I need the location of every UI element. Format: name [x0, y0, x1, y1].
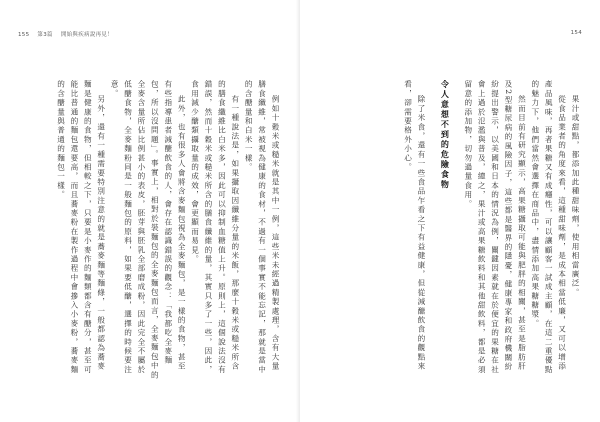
paragraph: 此外，也有很多人會將含麥麵包視為全麥麵包，是一樣的食物，甚至有些指導患者減醣飲食的人，會存在認識錯誤的觀念：「我都吃全麥麵包，所以沒問題」。事實上，相對於裝麵包的全麥麵包而言，全麥麵包中的全麥含量所佔比例甚小的表皮，胚芽與胚乳全部磨成粉，因此完全不屬於低醣食物，全麥麵粉同是一般麵包的原料，如果要低醣，選擇的時候要注意。 — [110, 80, 187, 380]
right-page-number: 154 — [570, 30, 582, 36]
paragraph: 另外，還有一種需要特別注意的就是蕎麥麵等麵條，一般都認為蕎麥麵是健康的食物，但相較之下，只要是小麥作的麵類都含有醣分，甚至可能比普通的麵包還要高，而且蕎麥粉在製作過程中會摻入小麥粉，蕎麥麵的含醣量與普通的麵包一樣。 — [56, 80, 106, 375]
left-running-header — [18, 30, 113, 38]
left-page-number: 155 — [18, 32, 30, 38]
paragraph: 例如十穀米或糙米就是其中一例，這些米未經過精製處理，含有大量膳食纖維，常被視為健康的食材，不過有一個事實不能忘記，那就是當中的含醣量和白米一樣。 — [244, 80, 280, 375]
paragraph: 從食品業者的角度來看，這種甜味劑，是成本相當低廉，又可以增添產品風味，再者果糖又有成癮性，可以讓顧客一試成主顧，在這二重優點的魅力下，他們當然會選擇在商品中，盡情添加高果糖糖漿。 — [530, 80, 567, 375]
paragraph: 果汁或甜點，都添加此種甜味劑，使用相當廣泛。 — [571, 95, 580, 298]
chapter-label: 第3篇 — [37, 32, 53, 38]
paragraph: 然而目前有研究顯示，高果糖攝取可能與肥胖的相關，甚至是脂肪肝及2型糖尿病的風險因子，這些都是醫界的隱憂，健康專家和政府機關紛紛提出警示，以美國和日本的情況為例，關鍵因素就在於便宜的果糖在社會上過於氾濫與普及，總之，果汁或高果糖飲料和其他甜飲料，都是必須留意的添加物，切勿過量食用。 — [463, 80, 527, 375]
right-body-text — [312, 80, 582, 380]
paragraph: 有一種說法是，如果攝取因纖維分量的米飯，那麼十穀米或糙米所含的膳食纖維比白米多，因此可以抑制血糖值上升。原則上，這個說法沒有錯誤，然而十穀米或糙米所含的膳食纖維的量，其實只多了一些，因此，食用減少醣類攝取量的成效，會更顯而易見。 — [190, 80, 240, 375]
right-page — [300, 0, 600, 422]
running-head-title: 開始與疾病說再見！ — [60, 32, 114, 38]
paragraph: 除了米食，還有一些食品乍看之下有益健康，但從減醣飲食的觀點來看，卻需要格外小心。 — [403, 80, 426, 372]
left-body-text — [12, 80, 282, 380]
section-heading: 令人意想不到的危險食物 — [440, 80, 450, 190]
